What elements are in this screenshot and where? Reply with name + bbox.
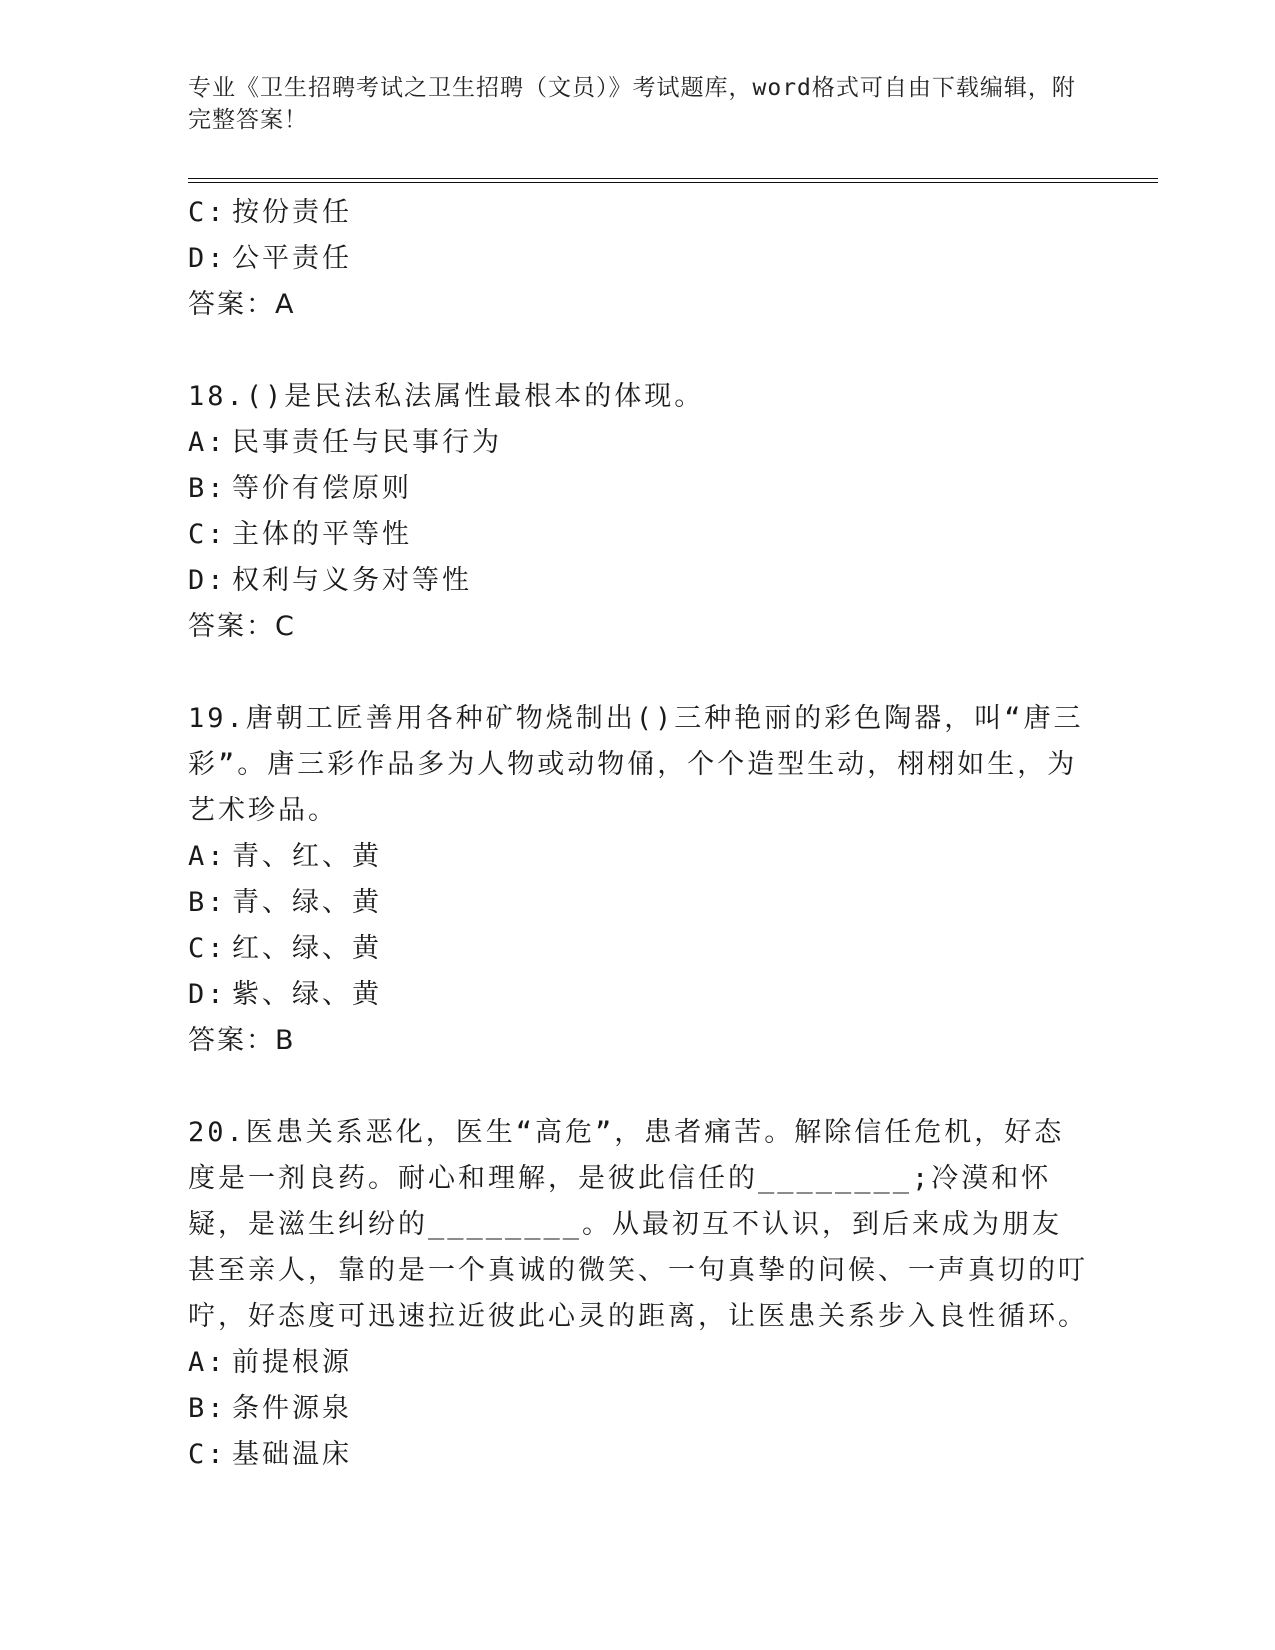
question-19 (188, 696, 1088, 1064)
option-c: C: 基础温床 (188, 1439, 352, 1470)
question-stem: 18.()是民法私法属性最根本的体现。 (188, 381, 705, 412)
option-a: A: 民事责任与民事行为 (188, 427, 502, 458)
option-c: C: 按份责任 (188, 197, 352, 228)
question-18 (188, 374, 1088, 650)
option-d: D: 公平责任 (188, 243, 352, 274)
prev-question (188, 190, 1088, 328)
option-b: B: 条件源泉 (188, 1393, 352, 1424)
answer: 答案：B (188, 1025, 296, 1056)
option-b: B: 青、绿、黄 (188, 887, 382, 918)
answer: 答案：C (188, 611, 296, 642)
option-a: A: 前提根源 (188, 1347, 352, 1378)
spacer (188, 650, 1088, 696)
option-d: D: 紫、绿、黄 (188, 979, 382, 1010)
question-content (188, 190, 1088, 1478)
question-20 (188, 1110, 1088, 1478)
option-d: D: 权利与义务对等性 (188, 565, 472, 596)
spacer (188, 328, 1088, 374)
question-stem: 20.医患关系恶化，医生“高危”，患者痛苦。解除信任危机，好态度是一剂良药。耐心和理解，是彼此信任的________;冷漠和怀疑，是滋生纠纷的________。从最初互不认识，到后来成为朋友甚至亲人，靠的是一个真诚的微笑、一句真挚的问候、一声真切的叮咛，好态度可迅速拉近彼此心灵的距离，让医患关系步入良性循环。 (188, 1117, 1088, 1332)
option-b: B: 等价有偿原则 (188, 473, 412, 504)
spacer (188, 1064, 1088, 1110)
option-c: C: 红、绿、黄 (188, 933, 382, 964)
answer: 答案：A (188, 289, 296, 320)
question-stem: 19.唐朝工匠善用各种矿物烧制出()三种艳丽的彩色陶器，叫“唐三彩”。唐三彩作品多为人物或动物俑，个个造型生动，栩栩如生，为艺术珍品。 (188, 703, 1084, 826)
header-divider (188, 178, 1158, 183)
option-a: A: 青、红、黄 (188, 841, 382, 872)
option-c: C: 主体的平等性 (188, 519, 412, 550)
page-header: 专业《卫生招聘考试之卫生招聘（文员）》考试题库，word格式可自由下载编辑，附完整答案！ (188, 75, 1076, 133)
